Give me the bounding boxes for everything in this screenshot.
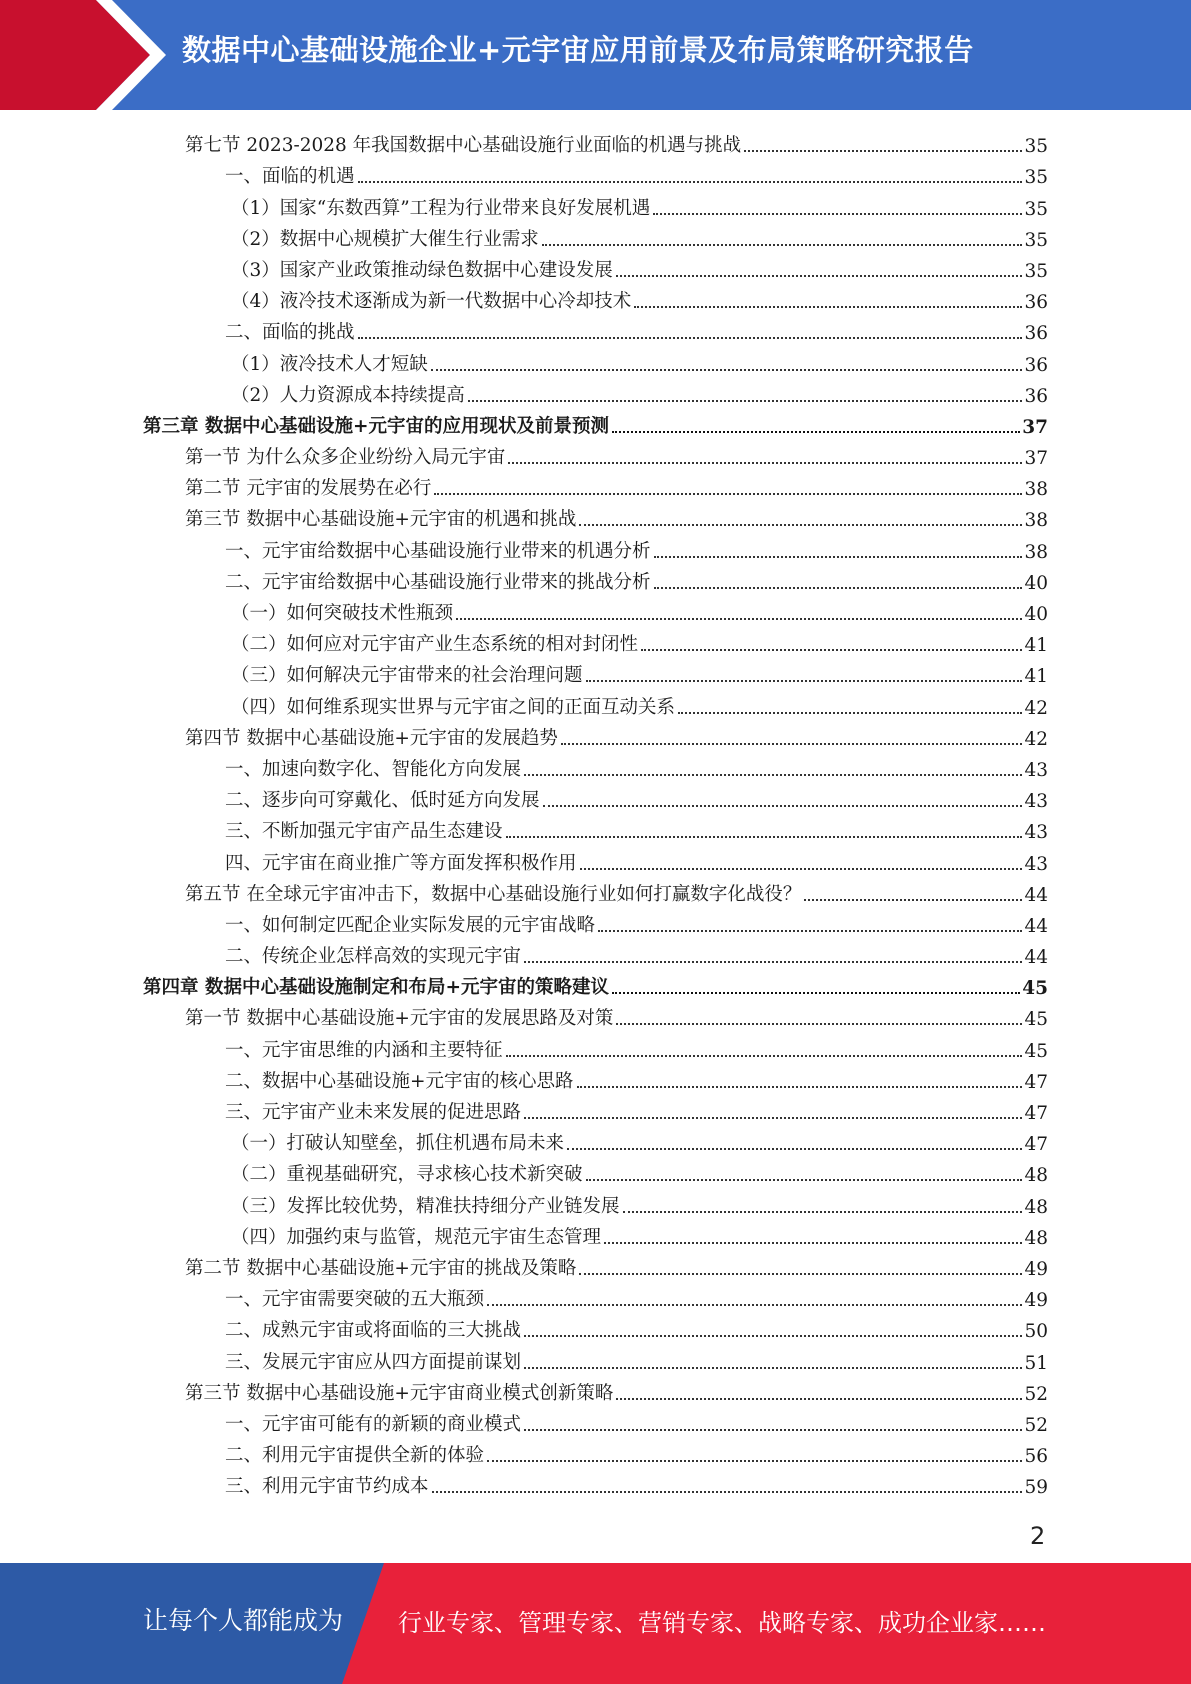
- toc-entry-title: 第七节 2023-2028 年我国数据中心基础设施行业面临的机遇与挑战: [185, 135, 742, 157]
- toc-entry[interactable]: [143, 1127, 1048, 1158]
- footer-banner: [0, 1563, 1191, 1684]
- toc-leader-dots: [431, 369, 1023, 371]
- toc-page-number: 47: [1024, 1134, 1048, 1156]
- toc-leader-dots: [616, 1398, 1022, 1400]
- toc-page-number: 45: [1024, 1009, 1048, 1031]
- toc-leader-dots: [678, 712, 1022, 714]
- toc-leader-dots: [612, 992, 1020, 994]
- toc-entry-title: 二、逐步向可穿戴化、低时延方向发展: [225, 790, 540, 812]
- toc-page-number: 35: [1024, 167, 1048, 189]
- toc-entry-title: 第二节 元宇宙的发展势在必行: [185, 478, 432, 500]
- toc-entry[interactable]: [143, 1189, 1048, 1220]
- toc-entry[interactable]: [143, 472, 1048, 503]
- toc-page-number: 37: [1024, 448, 1048, 470]
- toc-entry-title: 三、不断加强元宇宙产品生态建设: [225, 821, 503, 843]
- toc-leader-dots: [653, 213, 1022, 215]
- toc-entry[interactable]: [143, 659, 1048, 690]
- toc-page-number: 51: [1024, 1352, 1048, 1374]
- toc-leader-dots: [623, 1211, 1023, 1213]
- toc-leader-dots: [654, 587, 1023, 589]
- toc-page-number: 48: [1024, 1196, 1048, 1218]
- toc-entry[interactable]: [143, 316, 1048, 347]
- toc-page-number: 40: [1024, 604, 1048, 625]
- toc-leader-dots: [654, 556, 1023, 558]
- toc-entry-title: 第一节 为什么众多企业纷纷入局元宇宙: [185, 447, 506, 469]
- report-title: 数据中心基础设施企业+元宇宙应用前景及布局策略研究报告: [182, 33, 974, 67]
- toc-leader-dots: [524, 961, 1022, 963]
- toc-page-number: 38: [1024, 510, 1048, 532]
- toc-entry-title: （1）国家“东数西算”工程为行业带来良好发展机遇: [231, 197, 651, 219]
- toc-leader-dots: [567, 1148, 1022, 1150]
- toc-entry-title: 一、加速向数字化、智能化方向发展: [225, 758, 522, 780]
- toc-page-number: 44: [1024, 915, 1048, 937]
- toc-entry-title: 二、传统企业怎样高效的实现元宇宙: [225, 946, 522, 968]
- toc-entry[interactable]: [143, 753, 1048, 784]
- toc-page-number: 36: [1024, 354, 1048, 376]
- toc-entry[interactable]: [143, 1002, 1048, 1033]
- toc-entry-title: （1）液冷技术人才短缺: [231, 353, 428, 375]
- toc-page-number: 49: [1024, 1290, 1048, 1312]
- toc-page-number: 48: [1024, 1165, 1048, 1187]
- toc-page-number: 44: [1024, 947, 1048, 969]
- toc-entry-title: 三、元宇宙产业未来发展的促进思路: [225, 1102, 522, 1123]
- header-banner: [0, 0, 1191, 110]
- toc-leader-dots: [358, 337, 1023, 339]
- toc-leader-dots: [508, 462, 1022, 464]
- toc-page-number: 36: [1024, 323, 1048, 345]
- toc-entry-title: 第一节 数据中心基础设施+元宇宙的发展思路及对策: [185, 1008, 614, 1030]
- toc-entry[interactable]: [143, 628, 1048, 659]
- toc-entry[interactable]: [143, 909, 1048, 940]
- toc-page-number: 40: [1024, 572, 1048, 594]
- toc-page-number: 36: [1024, 292, 1048, 314]
- toc-entry[interactable]: [143, 223, 1048, 254]
- toc-entry-title: 第三节 数据中心基础设施+元宇宙的机遇和挑战: [185, 509, 577, 531]
- toc-entry-title: 第三章 数据中心基础设施+元宇宙的应用现状及前景预测: [143, 415, 609, 437]
- toc-entry[interactable]: [143, 1158, 1048, 1189]
- toc-entry-title: 二、成熟元宇宙或将面临的三大挑战: [225, 1320, 522, 1342]
- toc-leader-dots: [580, 868, 1023, 870]
- toc-entry-title: （2）人力资源成本持续提高: [231, 384, 465, 406]
- toc-leader-dots: [524, 1335, 1022, 1337]
- toc-leader-dots: [506, 836, 1023, 838]
- toc-entry[interactable]: [143, 129, 1048, 160]
- toc-page-number: 35: [1024, 260, 1048, 282]
- toc-leader-dots: [524, 1117, 1022, 1119]
- toc-entry[interactable]: [143, 503, 1048, 534]
- toc-entry[interactable]: [143, 1221, 1048, 1252]
- toc-entry[interactable]: [143, 1252, 1048, 1283]
- toc-leader-dots: [579, 524, 1022, 526]
- toc-leader-dots: [434, 493, 1022, 495]
- toc-page-number: 43: [1024, 759, 1048, 781]
- table-of-contents: [143, 129, 1048, 1501]
- toc-leader-dots: [586, 680, 1023, 682]
- toc-page-number: 52: [1024, 1383, 1048, 1405]
- toc-page-number: 35: [1024, 198, 1048, 220]
- toc-entry-title: （一）如何突破技术性瓶颈: [231, 603, 454, 624]
- toc-entry-title: （二）如何应对元宇宙产业生态系统的相对封闭性: [231, 634, 639, 656]
- toc-leader-dots: [524, 1367, 1022, 1369]
- toc-entry-title: 一、元宇宙需要突破的五大瓶颈: [225, 1289, 485, 1311]
- toc-chapter-entry[interactable]: [143, 971, 1048, 1002]
- toc-entry[interactable]: [143, 722, 1048, 753]
- toc-page-number: 47: [1024, 1103, 1048, 1124]
- toc-entry[interactable]: [143, 1408, 1048, 1439]
- toc-entry-title: （三）发挥比较优势，精准扶持细分产业链发展: [231, 1195, 620, 1217]
- toc-entry-title: （二）重视基础研究，寻求核心技术新突破: [231, 1164, 583, 1186]
- toc-entry[interactable]: [143, 534, 1048, 565]
- toc-page-number: 59: [1024, 1477, 1048, 1499]
- toc-leader-dots: [506, 1055, 1023, 1057]
- toc-leader-dots: [616, 275, 1023, 277]
- toc-leader-dots: [634, 306, 1022, 308]
- toc-entry[interactable]: [143, 1096, 1048, 1127]
- toc-entry[interactable]: [143, 690, 1048, 721]
- toc-entry-title: （一）打破认知壁垒，抓住机遇布局未来: [231, 1133, 565, 1155]
- toc-entry-title: （四）如何维系现实世界与元宇宙之间的正面互动关系: [231, 696, 676, 718]
- toc-page-number: 52: [1024, 1414, 1048, 1436]
- toc-entry-title: 第五节 在全球元宇宙冲击下，数据中心基础设施行业如何打赢数字化战役？: [185, 883, 802, 905]
- toc-entry-title: 二、数据中心基础设施+元宇宙的核心思路: [225, 1070, 574, 1092]
- toc-entry-title: 二、元宇宙给数据中心基础设施行业带来的挑战分析: [225, 571, 651, 593]
- toc-entry-title: 第四章 数据中心基础设施制定和布局+元宇宙的策略建议: [143, 977, 609, 999]
- toc-leader-dots: [456, 618, 1022, 620]
- toc-page-number: 43: [1024, 822, 1048, 844]
- toc-entry[interactable]: [143, 285, 1048, 316]
- toc-entry[interactable]: [143, 160, 1048, 191]
- toc-entry[interactable]: [143, 379, 1048, 410]
- toc-entry[interactable]: [143, 1377, 1048, 1408]
- toc-page-number: 48: [1024, 1227, 1048, 1249]
- toc-page-number: 35: [1024, 136, 1048, 158]
- toc-entry[interactable]: [143, 1345, 1048, 1376]
- toc-leader-dots: [561, 743, 1023, 745]
- toc-leader-dots: [358, 181, 1023, 183]
- toc-entry[interactable]: [143, 815, 1048, 846]
- toc-entry-title: 二、面临的挑战: [225, 322, 355, 344]
- toc-page-number: 44: [1024, 884, 1048, 906]
- toc-entry-title: （三）如何解决元宇宙带来的社会治理问题: [231, 665, 583, 687]
- toc-entry[interactable]: [143, 1033, 1048, 1064]
- footer-roles: 行业专家、管理专家、营销专家、战略专家、成功企业家……: [398, 1609, 1046, 1637]
- toc-entry[interactable]: [143, 878, 1048, 909]
- toc-entry[interactable]: [143, 566, 1048, 597]
- toc-entry-title: （2）数据中心规模扩大催生行业需求: [231, 228, 539, 250]
- toc-page-number: 47: [1024, 1071, 1048, 1093]
- toc-entry-title: （3）国家产业政策推动绿色数据中心建设发展: [231, 259, 613, 281]
- toc-leader-dots: [487, 1460, 1022, 1462]
- toc-entry-title: 一、元宇宙给数据中心基础设施行业带来的机遇分析: [225, 540, 651, 562]
- toc-page-number: 43: [1024, 791, 1048, 813]
- footer-slogan: 让每个人都能成为: [143, 1606, 344, 1635]
- toc-entry-title: 三、发展元宇宙应从四方面提前谋划: [225, 1351, 522, 1373]
- toc-leader-dots: [598, 930, 1022, 932]
- toc-page-number: 41: [1024, 666, 1048, 688]
- toc-entry-title: 第四节 数据中心基础设施+元宇宙的发展趋势: [185, 727, 558, 749]
- toc-page-number: 56: [1024, 1446, 1048, 1468]
- toc-entry-title: 一、元宇宙思维的内涵和主要特征: [225, 1039, 503, 1061]
- toc-leader-dots: [744, 150, 1022, 152]
- toc-entry-title: 二、利用元宇宙提供全新的体验: [225, 1445, 485, 1467]
- toc-entry-title: 四、元宇宙在商业推广等方面发挥积极作用: [225, 852, 577, 874]
- toc-page-number: 35: [1024, 229, 1048, 251]
- toc-entry-title: 第三节 数据中心基础设施+元宇宙商业模式创新策略: [185, 1382, 614, 1404]
- toc-leader-dots: [487, 1304, 1022, 1306]
- toc-leader-dots: [524, 774, 1022, 776]
- toc-page-number: 38: [1024, 541, 1048, 563]
- toc-entry[interactable]: [143, 846, 1048, 877]
- toc-leader-dots: [804, 899, 1022, 901]
- toc-page-number: 42: [1024, 728, 1048, 750]
- toc-leader-dots: [616, 1023, 1022, 1025]
- toc-entry-title: 一、如何制定匹配企业实际发展的元宇宙战略: [225, 914, 596, 936]
- toc-page-number: 50: [1024, 1321, 1048, 1343]
- toc-entry[interactable]: [143, 784, 1048, 815]
- toc-entry[interactable]: [143, 1314, 1048, 1345]
- toc-entry[interactable]: [143, 191, 1048, 222]
- toc-leader-dots: [586, 1179, 1023, 1181]
- toc-page-number: 45: [1022, 978, 1048, 1000]
- toc-leader-dots: [641, 649, 1022, 651]
- toc-entry[interactable]: [143, 597, 1048, 628]
- toc-entry[interactable]: [143, 1283, 1048, 1314]
- toc-entry-title: 三、利用元宇宙节约成本: [225, 1476, 429, 1498]
- toc-leader-dots: [468, 400, 1023, 402]
- toc-entry[interactable]: [143, 1470, 1048, 1501]
- toc-page-number: 45: [1024, 1040, 1048, 1062]
- toc-entry-title: （4）液冷技术逐渐成为新一代数据中心冷却技术: [231, 291, 632, 313]
- toc-leader-dots: [543, 805, 1023, 807]
- toc-leader-dots: [579, 1273, 1022, 1275]
- toc-entry-title: （四）加强约束与监管，规范元宇宙生态管理: [231, 1226, 602, 1248]
- toc-leader-dots: [524, 1429, 1022, 1431]
- toc-entry[interactable]: [143, 940, 1048, 971]
- toc-entry[interactable]: [143, 441, 1048, 472]
- toc-page-number: 42: [1024, 697, 1048, 719]
- toc-entry-title: 第二节 数据中心基础设施+元宇宙的挑战及策略: [185, 1257, 577, 1279]
- toc-entry[interactable]: [143, 254, 1048, 285]
- toc-page-number: 43: [1024, 853, 1048, 875]
- toc-page-number: 49: [1024, 1258, 1048, 1280]
- toc-entry-title: 一、面临的机遇: [225, 166, 355, 188]
- toc-entry[interactable]: [143, 347, 1048, 378]
- toc-entry-title: 一、元宇宙可能有的新颖的商业模式: [225, 1413, 522, 1435]
- toc-leader-dots: [432, 1491, 1023, 1493]
- toc-page-number: 37: [1022, 416, 1048, 438]
- toc-entry[interactable]: [143, 1065, 1048, 1096]
- toc-leader-dots: [577, 1086, 1023, 1088]
- toc-entry[interactable]: [143, 1439, 1048, 1470]
- toc-page-number: 41: [1024, 635, 1048, 657]
- toc-chapter-entry[interactable]: [143, 410, 1048, 441]
- toc-leader-dots: [612, 431, 1020, 433]
- toc-page-number: 38: [1024, 479, 1048, 501]
- toc-leader-dots: [542, 244, 1023, 246]
- toc-page-number: 36: [1024, 385, 1048, 407]
- page-number: 2: [1030, 1522, 1046, 1550]
- toc-leader-dots: [604, 1242, 1022, 1244]
